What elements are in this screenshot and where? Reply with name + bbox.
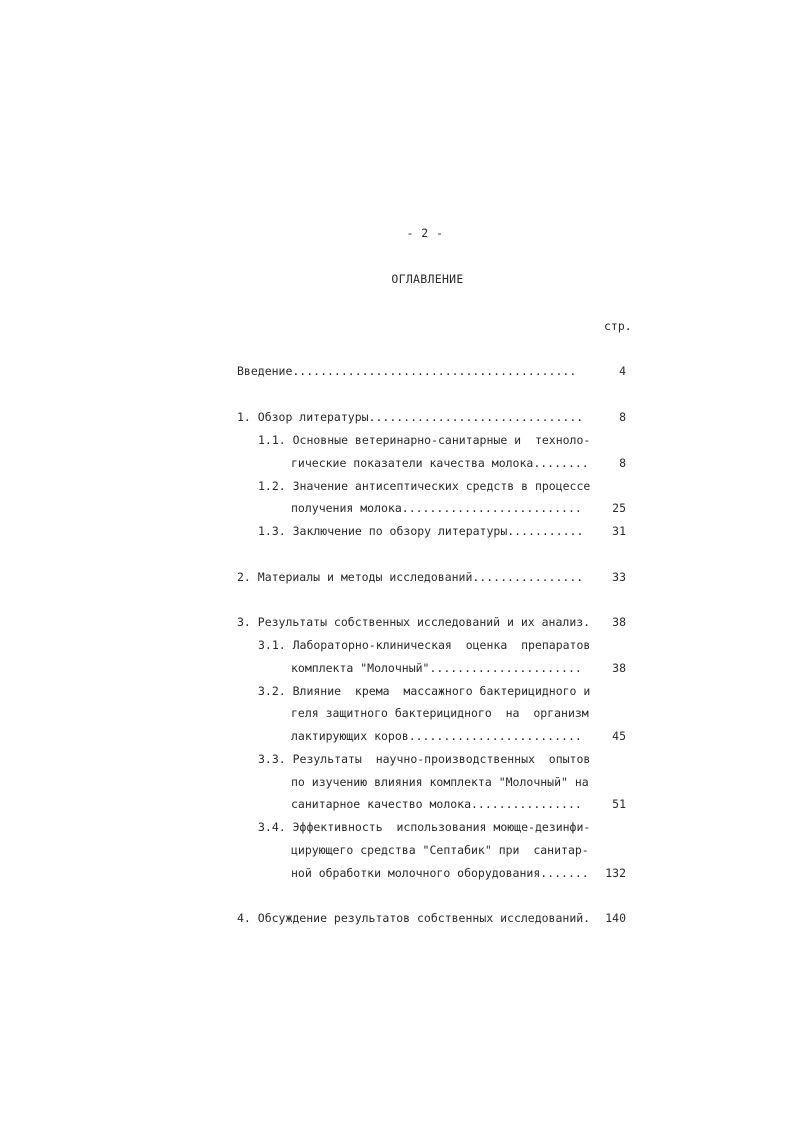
toc-page-number: 33: [612, 570, 626, 584]
toc-entry-section-3-1-cont: комплекта "Молочный"......................: [291, 661, 582, 675]
toc-entry-section-3-2-cont: лактирующих коров.........................: [291, 729, 582, 743]
toc-entry-chapter-2: 2. Материалы и методы исследований................: [237, 570, 584, 584]
toc-page-number: 51: [612, 797, 626, 811]
toc-entry-section-3-3-cont: по изучению влияния комплекта "Молочный" на: [291, 775, 589, 789]
toc-entry-section-1-2: 1.2. Значение антисептических средств в процессе: [258, 479, 591, 493]
toc-entry-section-3-1: 3.1. Лабораторно-клиническая оценка препаратов: [258, 638, 591, 652]
toc-entry-section-3-4-cont: цирующего средства "Септабик" при санитар-: [291, 843, 589, 857]
toc-entry-section-1-1: 1.1. Основные ветеринарно-санитарные и техноло-: [258, 433, 591, 447]
toc-entry-chapter-3: 3. Результаты собственных исследований и их анализ.: [237, 615, 591, 629]
toc-page-number: 38: [612, 661, 626, 675]
toc-page-number: 31: [612, 524, 626, 538]
page-title: ОГЛАВЛЕНИЕ: [391, 272, 464, 286]
toc-page-number: 8: [619, 410, 626, 424]
toc-entry-section-1-3: 1.3. Заключение по обзору литературы...........: [258, 524, 584, 538]
toc-page-number: 140: [605, 911, 626, 925]
toc-page-number: 38: [612, 615, 626, 629]
toc-entry-section-1-2-cont: получения молока..........................: [291, 501, 582, 515]
page-number: - 2 -: [406, 226, 444, 240]
toc-page-number: 132: [605, 866, 626, 880]
toc-entry-chapter-4: 4. Обсуждение результатов собственных исследований.: [237, 911, 591, 925]
page-column-label: стр.: [604, 319, 632, 333]
toc-entry-section-3-2: 3.2. Влияние крема массажного бактерицидного и: [258, 684, 591, 698]
toc-entry-section-3-3-cont: санитарное качество молока................: [291, 797, 582, 811]
toc-entry-introduction: Введение.........................................: [237, 364, 577, 378]
toc-page-number: 25: [612, 501, 626, 515]
toc-entry-section-1-1-cont: гические показатели качества молока........: [291, 456, 589, 470]
toc-entry-chapter-1: 1. Обзор литературы...............................: [237, 410, 584, 424]
toc-entry-section-3-2-cont: геля защитного бактерицидного на организм: [291, 706, 589, 720]
toc-page-number: 8: [619, 456, 626, 470]
toc-page-number: 45: [612, 729, 626, 743]
toc-entry-section-3-3: 3.3. Результаты научно-производственных опытов: [258, 752, 591, 766]
toc-page-number: 4: [619, 364, 626, 378]
toc-entry-section-3-4-cont: ной обработки молочного оборудования.......: [291, 866, 589, 880]
toc-entry-section-3-4: 3.4. Эффективность использования моюще-дезинфи-: [258, 820, 591, 834]
